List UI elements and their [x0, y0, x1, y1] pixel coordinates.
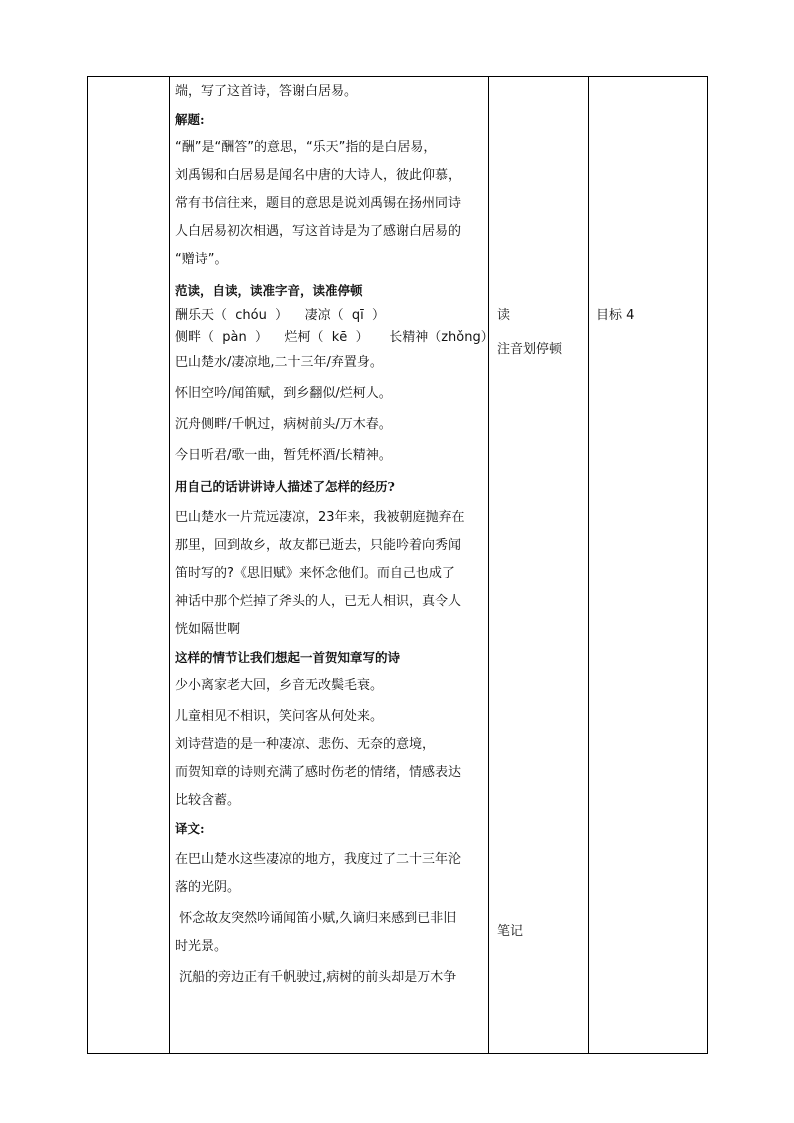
jieti-line: 人白居易初次相遇，写这首诗是为了感谢白居易的 — [175, 224, 462, 239]
translation-line: 怀念故友突然吟诵闻笛小赋,久谪归来感到已非旧 — [175, 911, 457, 926]
jieti-line: “酬”是“酬答”的意思，“乐天”指的是白居易， — [175, 140, 437, 155]
goal-label: 目标 4 — [596, 308, 635, 323]
question-heading: 这样的情节让我们想起一首贺知章写的诗 — [175, 650, 401, 665]
activity-annotate-label: 注音划停顿 — [497, 342, 563, 357]
pinyin-row: 侧畔（ pàn ） 烂柯（ kē ） 长精神（zhǒng） — [175, 330, 494, 345]
reading-heading: 范读，自读，读准字音，读准停顿 — [175, 283, 363, 298]
activity-read-label: 读 — [497, 308, 511, 323]
comparison-line: 刘诗营造的是一种凄凉、悲伤、无奈的意境， — [175, 737, 436, 752]
activity-column — [489, 77, 589, 1054]
lesson-plan-table — [87, 76, 708, 1054]
activity-reading — [497, 302, 562, 370]
answer-line: 巴山楚水一片荒远凄凉，23年来，我被朝庭抛弃在 — [175, 510, 465, 525]
answer-line: 恍如隔世啊 — [175, 622, 241, 637]
poem-line: 沉舟侧畔/千帆过，病树前头/万木春。 — [175, 417, 392, 432]
comparison-line: 比较含蓄。 — [175, 793, 241, 808]
translation-line: 时光景。 — [175, 939, 228, 954]
goal-column — [589, 77, 708, 1054]
intro-line: 端，写了这首诗，答谢白居易。 — [175, 84, 358, 99]
related-poem-line: 儿童相见不相识，笑问客从何处来。 — [175, 709, 384, 724]
question-heading: 用自己的话讲讲诗人描述了怎样的经历? — [175, 479, 395, 494]
pinyin-row: 酬乐天（ chóu ） 凄凉（ qī ） — [175, 308, 386, 323]
answer-line: 那里，回到故乡，故友都已逝去，只能吟着向秀闻 — [175, 538, 462, 553]
poem-line: 今日听君/歌一曲，暂凭杯酒/长精神。 — [175, 448, 392, 463]
jieti-heading: 解题: — [175, 112, 205, 127]
table-row — [88, 77, 708, 1054]
jieti-line: 刘禹锡和白居易是闻名中唐的大诗人，彼此仰慕， — [175, 168, 462, 183]
translation-line: 沉船的旁边正有千帆驶过,病树的前头却是万木争 — [175, 970, 457, 985]
poem-line: 巴山楚水/凄凉地,二十三年/弃置身。 — [175, 355, 383, 370]
answer-line: 笛时写的?《思旧赋》来怀念他们。而自己也成了 — [175, 566, 455, 581]
answer-line: 神话中那个烂掉了斧头的人，已无人相识，真令人 — [175, 594, 462, 609]
content-column — [170, 77, 494, 1054]
comparison-line: 而贺知章的诗则充满了感时伤老的情绪，情感表达 — [175, 765, 462, 780]
translation-line: 落的光阴。 — [175, 880, 241, 895]
poem-line: 怀旧空吟/闻笛赋，到乡翻似/烂柯人。 — [175, 386, 392, 401]
translation-line: 在巴山楚水这些凄凉的地方，我度过了二十三年沦 — [175, 852, 462, 867]
content-body — [170, 77, 494, 992]
empty-left-column — [88, 77, 170, 1054]
jieti-line: 常有书信往来，题目的意思是说刘禹锡在扬州同诗 — [175, 196, 462, 211]
jieti-line: “赠诗”。 — [175, 252, 228, 267]
related-poem-line: 少小离家老大回，乡音无改鬓毛衰。 — [175, 678, 384, 693]
translation-heading: 译文: — [175, 821, 205, 836]
activity-notes-label: 笔记 — [497, 924, 524, 939]
